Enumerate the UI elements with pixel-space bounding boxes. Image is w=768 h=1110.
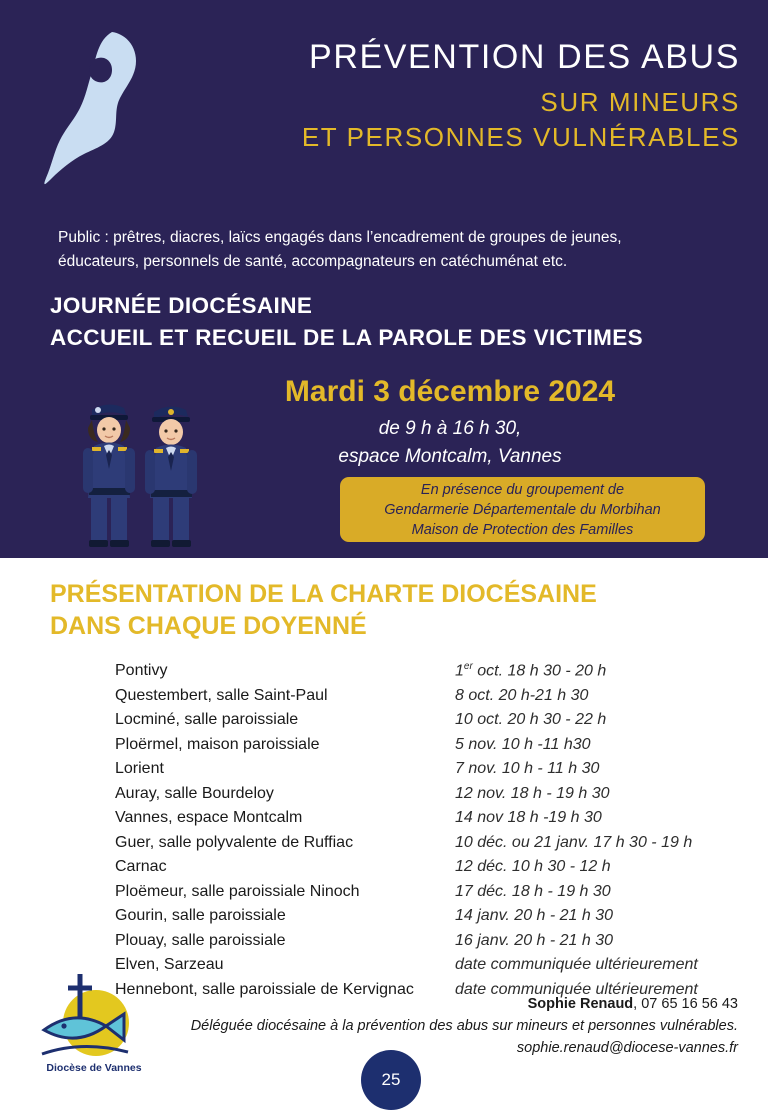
schedule-datetime: 8 oct. 20 h-21 h 30 (455, 686, 589, 704)
audience-line-1: Public : prêtres, diacres, laïcs engagés dans l’encadrement de groupes de jeunes, (58, 229, 622, 246)
gendarme-female-figure (83, 404, 135, 547)
schedule-datetime: 10 déc. ou 21 janv. 17 h 30 - 19 h (455, 833, 693, 851)
schedule-datetime: date communiquée ultérieurement (455, 956, 698, 973)
event-heading-line-1: JOURNÉE DIOCÉSAINE (50, 293, 313, 318)
schedule-datetime: 17 déc. 18 h - 19 h 30 (455, 882, 611, 900)
poster-title-block (220, 40, 740, 152)
schedule-place: Lorient (115, 760, 164, 777)
audience-description (58, 226, 718, 274)
schedule-row (115, 856, 735, 881)
schedule-row (115, 709, 735, 734)
contact-line-1 (138, 994, 738, 1016)
schedule-place: Hennebont, salle paroissiale de Kervignac (115, 980, 414, 998)
schedule-datetime: 7 nov. 10 h - 11 h 30 (455, 760, 600, 777)
schedule-list (115, 660, 735, 1003)
contact-email[interactable]: sophie.renaud@diocese-vannes.fr (516, 1039, 738, 1056)
morbihan-department-shape-icon (40, 28, 190, 193)
schedule-row (115, 807, 735, 832)
schedule-datetime: 12 déc. 10 h 30 - 12 h (455, 858, 611, 875)
schedule-place: Carnac (115, 858, 167, 875)
schedule-datetime: 12 nov. 18 h - 19 h 30 (455, 784, 610, 802)
schedule-row (115, 905, 735, 930)
schedule-row (115, 954, 735, 979)
schedule-row (115, 881, 735, 906)
event-date: Mardi 3 décembre 2024 (284, 375, 616, 408)
poster-title-main: PRÉVENTION DES ABUS (309, 38, 740, 76)
event-place: espace Montcalm, Vannes (338, 445, 562, 467)
contact-role: Déléguée diocésaine à la prévention des abus sur mineurs et personnes vulnérables. (190, 1017, 738, 1034)
diocese-logo-caption: Diocèse de Vannes (46, 1062, 142, 1074)
schedule-row (115, 685, 735, 710)
schedule-place: Elven, Sarzeau (115, 956, 224, 973)
schedule-row (115, 783, 735, 808)
schedule-place: Auray, salle Bourdeloy (115, 784, 274, 802)
partner-line-2: Gendarmerie Départementale du Morbihan (384, 501, 661, 518)
schedule-place: Guer, salle polyvalente de Ruffiac (115, 833, 354, 851)
event-time: de 9 h à 16 h 30, (378, 418, 522, 439)
event-heading-line-2: ACCUEIL ET RECUEIL DE LA PAROLE DES VICTIMES (50, 324, 644, 350)
event-time-place (190, 415, 710, 470)
schedule-datetime: 16 janv. 20 h - 21 h 30 (455, 931, 614, 949)
schedule-datetime: 5 nov. 10 h -11 h30 (455, 735, 591, 753)
schedule-datetime: 10 oct. 20 h 30 - 22 h (455, 711, 607, 728)
partner-line-3: Maison de Protection des Familles (411, 521, 634, 538)
charter-title-line-2: DANS CHAQUE DOYENNÉ (50, 612, 367, 640)
schedule-row (115, 832, 735, 857)
contact-phone: , 07 65 16 56 43 (633, 996, 738, 1012)
partner-callout-box (340, 477, 705, 542)
schedule-datetime: date communiquée ultérieurement (455, 980, 698, 998)
schedule-place: Ploërmel, maison paroissiale (115, 735, 320, 753)
charter-section-title (50, 578, 730, 642)
schedule-place: Locminé, salle paroissiale (115, 711, 299, 728)
partner-line-1: En présence du groupement de (420, 481, 625, 498)
schedule-place: Vannes, espace Montcalm (115, 809, 303, 826)
charter-title-line-1: PRÉSENTATION DE LA CHARTE DIOCÉSAINE (50, 580, 597, 608)
schedule-row (115, 758, 735, 783)
schedule-row (115, 660, 735, 685)
page-number-badge: 25 (361, 1050, 421, 1110)
poster-title-sub1: SUR MINEURS (540, 86, 740, 117)
schedule-place: Plouay, salle paroissiale (115, 931, 286, 949)
schedule-row (115, 930, 735, 955)
gendarmes-illustration (70, 388, 240, 558)
schedule-datetime: 14 nov 18 h -19 h 30 (455, 809, 602, 826)
schedule-place: Questembert, salle Saint-Paul (115, 686, 328, 704)
schedule-datetime: 1er oct. 18 h 30 - 20 h (455, 661, 607, 680)
schedule-place: Gourin, salle paroissiale (115, 907, 286, 924)
contact-footer (138, 994, 738, 1059)
schedule-place: Ploëmeur, salle paroissiale Ninoch (115, 882, 360, 900)
event-heading (50, 290, 750, 353)
gendarme-male-figure (145, 406, 197, 547)
schedule-place: Pontivy (115, 662, 168, 680)
contact-name: Sophie Renaud (527, 996, 634, 1012)
poster-title-sub2: ET PERSONNES VULNÉRABLES (301, 122, 740, 153)
schedule-row (115, 734, 735, 759)
schedule-datetime: 14 janv. 20 h - 21 h 30 (455, 907, 614, 924)
audience-line-2: éducateurs, personnels de santé, accompagnateurs en catéchuménat etc. (58, 253, 568, 271)
